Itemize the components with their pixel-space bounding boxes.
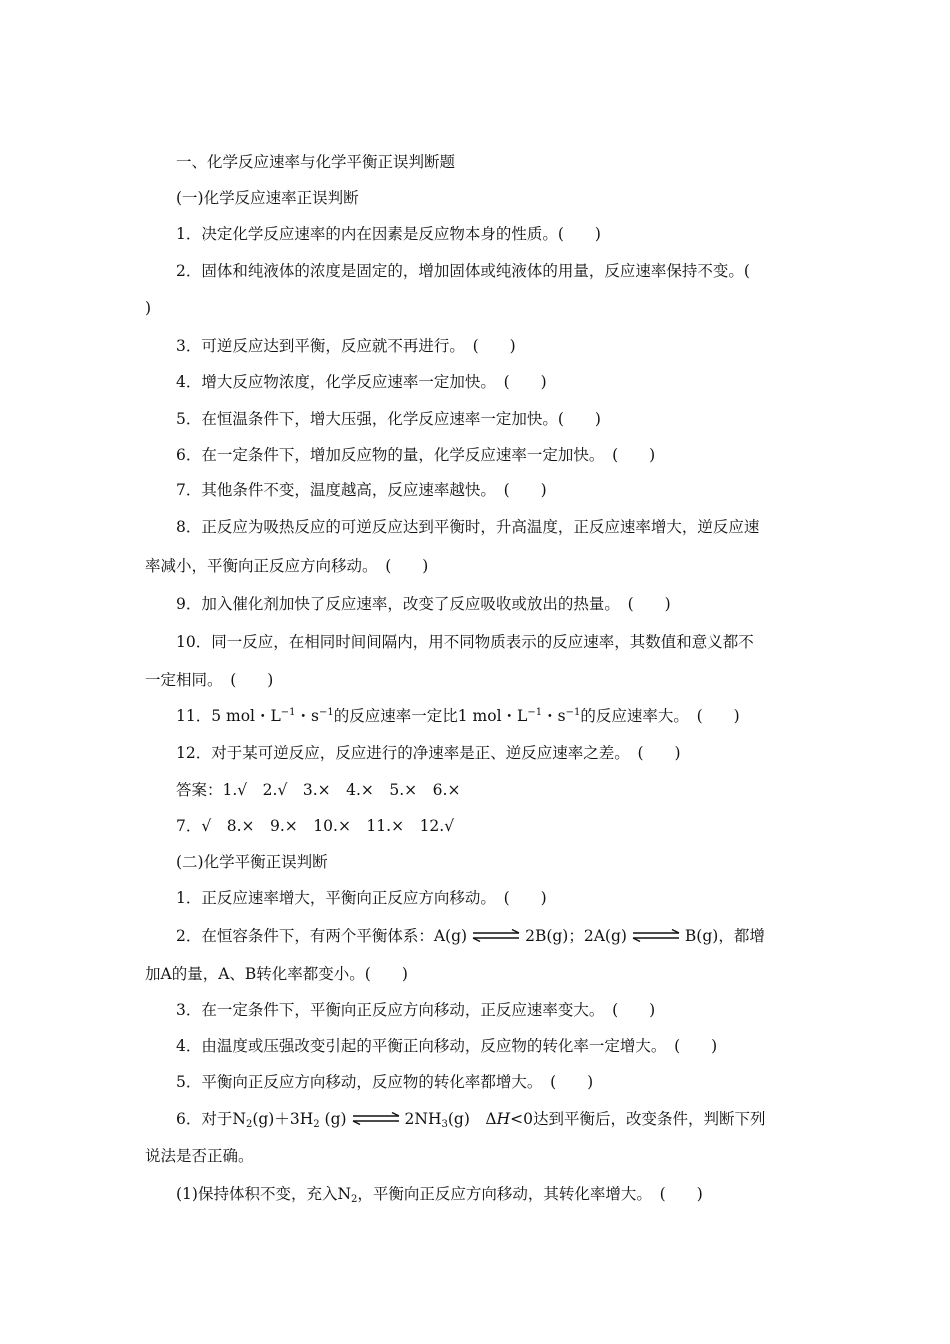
equilibrium-item-6-cont: 说法是否正确。 xyxy=(145,1147,254,1165)
equilibrium-item-4: 4．由温度或压强改变引起的平衡正向移动，反应物的转化率一定增大。 ( ) xyxy=(176,1037,718,1055)
rate-item-4: 4．增大反应物浓度，化学反应速率一定加快。 ( ) xyxy=(176,373,547,391)
rate-item-11-part-d: ・s xyxy=(542,707,566,725)
subscript: 2 xyxy=(245,1119,253,1130)
subscript: 2 xyxy=(351,1194,358,1205)
equilibrium-item-6-part-e: (g) ΔH<0达到平衡后，改变条件，判断下列 xyxy=(447,1110,766,1128)
enthalpy-symbol: H xyxy=(496,1110,511,1128)
rate-item-11-part-e: 的反应速率大。 ( ) xyxy=(580,707,740,725)
equilibrium-item-2-part-c: B(g)，都增 xyxy=(684,927,765,945)
reversible-arrow-icon xyxy=(629,929,683,943)
rate-item-1: 1．决定化学反应速率的内在因素是反应物本身的性质。( ) xyxy=(176,225,601,243)
answer-line-1: 答案：1.√ 2.√ 3.× 4.× 5.× 6.× xyxy=(176,781,461,799)
subscript: 3 xyxy=(441,1119,448,1130)
equilibrium-item-2-part-a: 2．在恒容条件下，有两个平衡体系：A(g) xyxy=(176,927,468,945)
subsection-heading-equilibrium: (二)化学平衡正误判断 xyxy=(176,853,328,871)
rate-item-10: 10．同一反应，在相同时间间隔内，用不同物质表示的反应速率，其数值和意义都不 xyxy=(176,633,754,651)
reversible-arrow-icon xyxy=(469,929,523,943)
unit-exponent: −1 xyxy=(319,707,334,718)
reversible-arrow-icon xyxy=(349,1112,403,1126)
subsection-heading-rate: (一)化学反应速率正误判断 xyxy=(176,189,359,207)
rate-item-3: 3．可逆反应达到平衡，反应就不再进行。 ( ) xyxy=(176,337,516,355)
equilibrium-item-6 xyxy=(176,1109,841,1129)
rate-item-2: 2．固体和纯液体的浓度是固定的，增加固体或纯液体的用量，反应速率保持不变。( xyxy=(176,262,750,280)
unit-exponent: −1 xyxy=(527,707,543,718)
rate-item-11-part-b: ・s xyxy=(295,707,320,725)
subscript: 2 xyxy=(313,1119,320,1130)
section-title: 一、化学反应速率与化学平衡正误判断题 xyxy=(176,153,456,171)
rate-item-7: 7．其他条件不变，温度越高，反应速率越快。 ( ) xyxy=(176,481,547,499)
equilibrium-item-5: 5．平衡向正反应方向移动，反应物的转化率都增大。 ( ) xyxy=(176,1073,594,1091)
unit-exponent: −1 xyxy=(565,707,581,718)
equilibrium-item-6-part-c: (g) xyxy=(319,1110,347,1128)
equilibrium-subitem-1 xyxy=(176,1184,841,1204)
rate-item-11 xyxy=(176,706,841,726)
equilibrium-item-2-cont: 加A的量，A、B转化率都变小。( ) xyxy=(145,965,408,983)
rate-item-8-cont: 率减小，平衡向正反应方向移动。 ( ) xyxy=(145,557,429,575)
equilibrium-item-6-part-a: 6．对于N xyxy=(176,1110,246,1128)
rate-item-10-cont: 一定相同。 ( ) xyxy=(145,671,274,689)
answer-line-2: 7．√ 8.× 9.× 10.× 11.× 12.√ xyxy=(176,817,455,835)
rate-item-12: 12．对于某可逆反应，反应进行的净速率是正、逆反应速率之差。 ( ) xyxy=(176,744,681,762)
equilibrium-subitem-1-part-b: ，平衡向正反应方向移动，其转化率增大。 ( ) xyxy=(357,1185,703,1203)
rate-item-5: 5．在恒温条件下，增大压强，化学反应速率一定加快。( ) xyxy=(176,410,601,428)
equilibrium-item-6-part-b: (g)＋3H xyxy=(252,1110,314,1128)
rate-item-9: 9．加入催化剂加快了反应速率，改变了反应吸收或放出的热量。 ( ) xyxy=(176,595,671,613)
rate-item-6: 6．在一定条件下，增加反应物的量，化学反应速率一定加快。 ( ) xyxy=(176,446,656,464)
rate-item-8: 8．正反应为吸热反应的可逆反应达到平衡时，升高温度，正反应速率增大，逆反应速 xyxy=(176,518,760,536)
equilibrium-item-2-part-b: 2B(g)；2A(g) xyxy=(525,927,627,945)
rate-item-11-part-a: 11．5 mol・L xyxy=(176,707,281,725)
rate-item-11-part-c: 的反应速率一定比1 mol・L xyxy=(333,707,528,725)
rate-item-2-cont: ) xyxy=(145,299,152,317)
equilibrium-item-2 xyxy=(176,926,841,946)
equilibrium-item-1: 1．正反应速率增大，平衡向正反应方向移动。 ( ) xyxy=(176,889,547,907)
equilibrium-item-3: 3．在一定条件下，平衡向正反应方向移动，正反应速率变大。 ( ) xyxy=(176,1001,656,1019)
unit-exponent: −1 xyxy=(280,707,296,718)
equilibrium-subitem-1-part-a: (1)保持体积不变，充入N xyxy=(176,1185,352,1203)
equilibrium-item-6-part-d: 2NH xyxy=(404,1110,442,1128)
